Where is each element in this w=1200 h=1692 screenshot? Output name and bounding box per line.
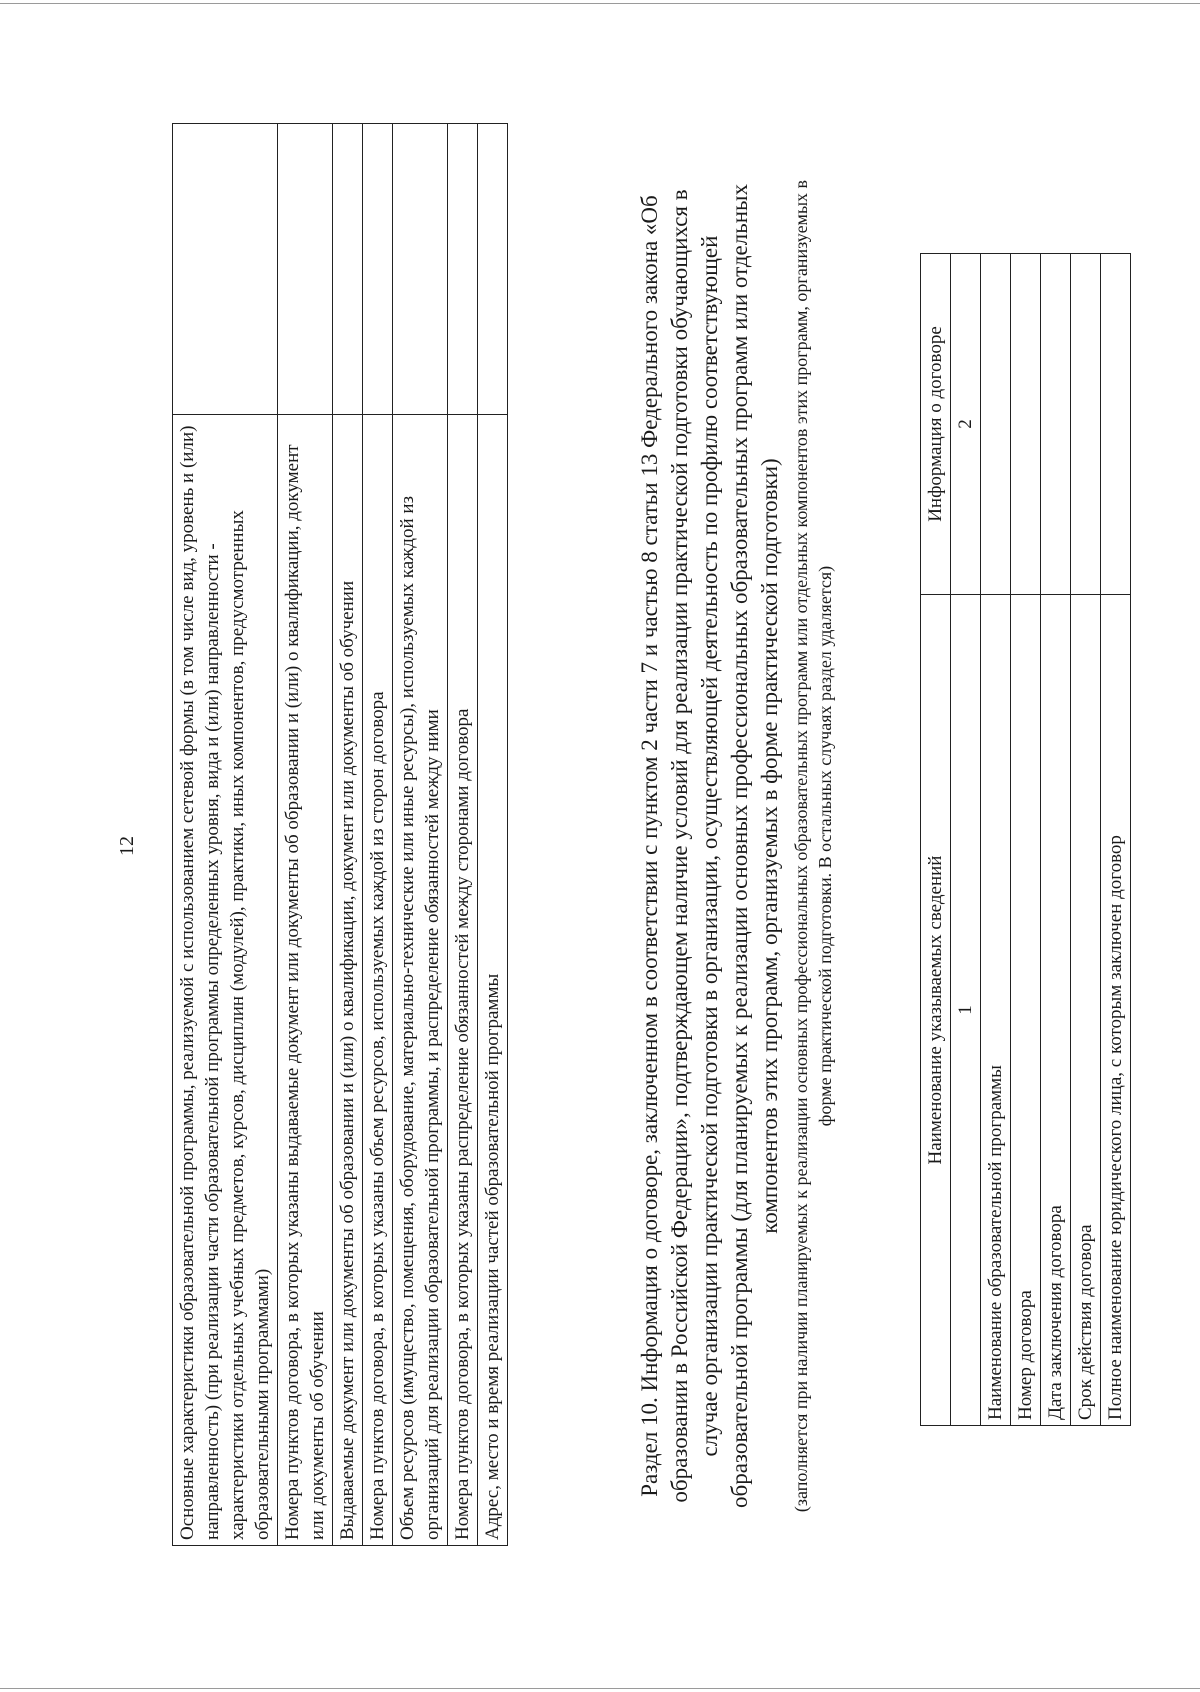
- row-value: [981, 254, 1011, 595]
- row-label: Срок действия договора: [1071, 595, 1101, 1426]
- row-label: Выдаваемые документ или документы об образовании и (или) о квалификации, документ или документы об обучении: [333, 415, 363, 1546]
- table-row: [393, 124, 448, 1546]
- table-header-row: [921, 254, 951, 1426]
- table-row: [173, 124, 278, 1546]
- row-value: [1011, 254, 1041, 595]
- column-header: Информация о договоре: [921, 254, 951, 595]
- row-value: [173, 124, 278, 415]
- row-label: Объем ресурсов (имущество, помещения, оборудование, материально-технические или иные ресурсы), используемых каждой из организаций для реализации образовательной программы, и распределение обязанностей между ними: [393, 415, 448, 1546]
- row-label: Дата заключения договора: [1041, 595, 1071, 1426]
- section-title: Раздел 10. Информация о договоре, заключенном в соответствии с пунктом 2 части 7 и частью 8 статьи 13 Федерального закона «Об образовании в Российской Федерации», подтверждающем наличие условий для реализации практической подготовки обучающихся в случае организации практической подготовки в организации, осуществляющей деятельность по профилю соответствующей образовательной программы (для планируемых к реализации основных профессиональных образовательных программ или отдельных компонентов этих программ, организуемых в форме практической подготовки): [637, 184, 782, 1508]
- column-number-row: [951, 254, 981, 1426]
- table-row: [1071, 254, 1101, 1426]
- page-number: 12: [116, 836, 138, 856]
- table-row: [1101, 254, 1131, 1426]
- table-row: [278, 124, 333, 1546]
- table-row: [478, 124, 508, 1546]
- contract-info-table: [920, 253, 1131, 1426]
- scan-edge-bottom: [0, 1688, 1200, 1689]
- column-number: 2: [951, 254, 981, 595]
- section-note: (заполняется при наличии планируемых к реализации основных профессиональных образовательных программ или отдельных компонентов этих программ, организуемых в форме практической подготовки. В остальных случаях раздел удаляется): [791, 179, 835, 1513]
- row-label: Полное наименование юридического лица, с которым заключен договор: [1101, 595, 1131, 1426]
- row-label: Наименование образовательной программы: [981, 595, 1011, 1426]
- table-row: [448, 124, 478, 1546]
- row-label: Основные характеристики образовательной программы, реализуемой с использованием сетевой формы (в том числе вид, уровень и (или) направленность) (при реализации части образовательной программы определенных уровня, вида и (или) направленности - характеристики отдельных учебных предметов, курсов, дисциплин (модулей), практики, иных компонентов, предусмотренных образовательными программами): [173, 415, 278, 1546]
- scan-edge-top: [0, 3, 1200, 4]
- column-header: Наименование указываемых сведений: [921, 595, 951, 1426]
- row-value: [1071, 254, 1101, 595]
- row-label: Номер договора: [1011, 595, 1041, 1426]
- row-value: [363, 124, 393, 415]
- row-label: Номера пунктов договора, в которых указаны распределение обязанностей между сторонами договора: [448, 415, 478, 1546]
- table-row: [333, 124, 363, 1546]
- row-value: [448, 124, 478, 415]
- row-value: [333, 124, 363, 415]
- row-label: Номера пунктов договора, в которых указаны объем ресурсов, используемых каждой из сторон договора: [363, 415, 393, 1546]
- row-value: [1041, 254, 1071, 595]
- table-row: [1011, 254, 1041, 1426]
- table-row: [363, 124, 393, 1546]
- row-value: [393, 124, 448, 415]
- column-number: 1: [951, 595, 981, 1426]
- table-row: [981, 254, 1011, 1426]
- row-value: [1101, 254, 1131, 595]
- program-characteristics-table: [172, 123, 508, 1546]
- row-value: [278, 124, 333, 415]
- row-label: Номера пунктов договора, в которых указаны выдаваемые документ или документы об образовании и (или) о квалификации, документ или документы об обучении: [278, 415, 333, 1546]
- row-label: Адрес, место и время реализации частей образовательной программы: [478, 415, 508, 1546]
- rotated-page: [60, 56, 1126, 1636]
- row-value: [478, 124, 508, 415]
- section-10: [635, 166, 837, 1526]
- table-row: [1041, 254, 1071, 1426]
